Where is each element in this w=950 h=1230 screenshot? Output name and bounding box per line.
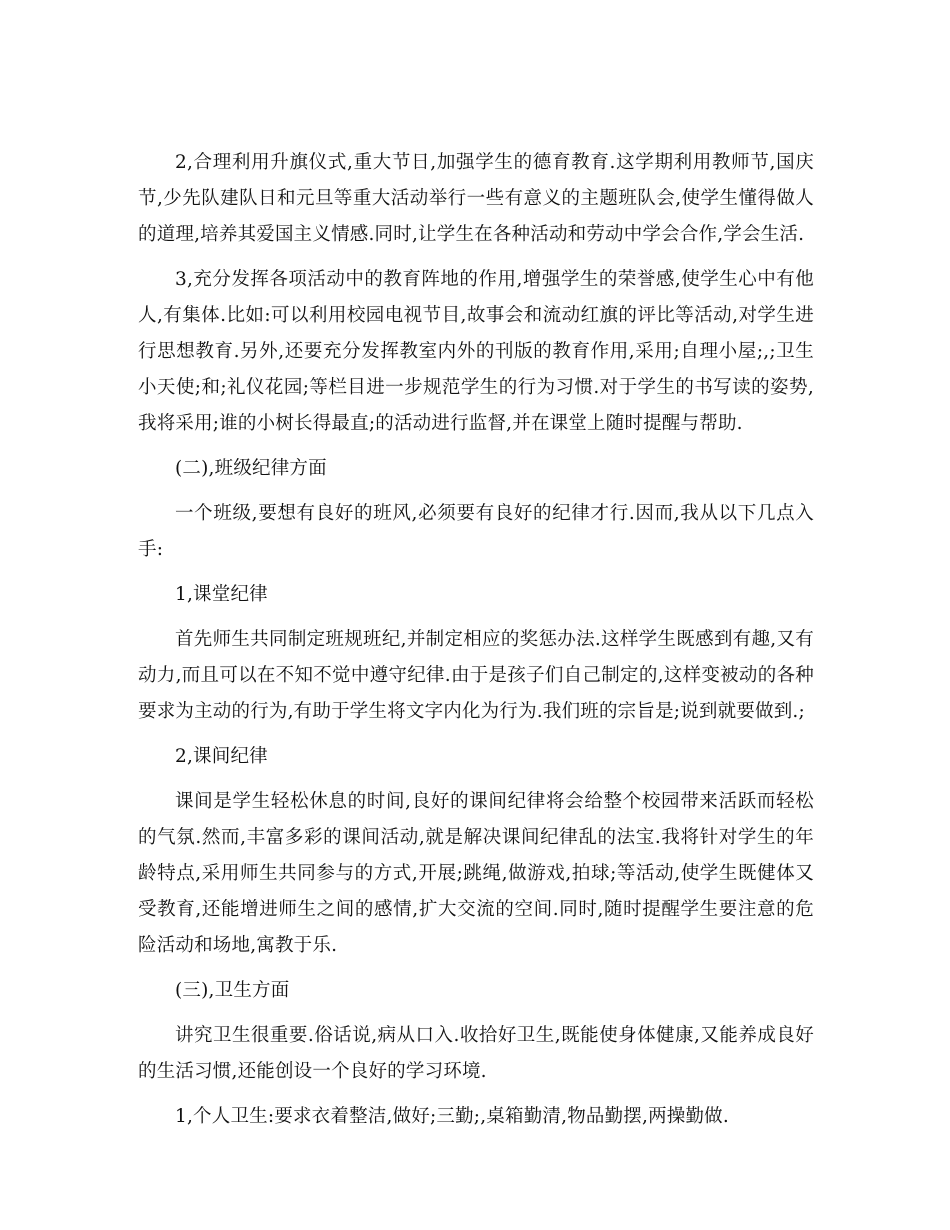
paragraph-discipline-intro: 一个班级,要想有良好的班风,必须要有良好的纪律才行.因而,我从以下几点入手: (138, 503, 814, 560)
section-heading-discipline: (二),班级纪律方面 (175, 458, 327, 479)
subheading-classroom-discipline: 1,课堂纪律 (175, 584, 268, 605)
paragraph-hygiene-intro: 讲究卫生很重要.俗话说,病从口入.收拾好卫生,既能使身体健康,又能养成良好的生活习惯,还能创设一个良好的学习环境. (138, 1025, 814, 1082)
subheading-break-discipline: 2,课间纪律 (175, 746, 268, 767)
paragraph-break-discipline: 课间是学生轻松休息的时间,良好的课间纪律将会给整个校园带来活跃而轻松的气氛.然而,丰富多彩的课间活动,就是解决课间纪律乱的法宝.我将针对学生的年龄特点,采用师生共同参与的方式,开展;跳绳,做游戏,拍球;等活动,使学生既健体又受教育,还能增进师生之间的感情,扩大交流的空间.同时,随时提醒学生要注意的危险活动和场地,寓教于乐. (138, 791, 814, 956)
paragraph-item-3: 3,充分发挥各项活动中的教育阵地的作用,增强学生的荣誉感,使学生心中有他人,有集体.比如:可以利用校园电视节目,故事会和流动红旗的评比等活动,对学生进行思想教育.另外,还要充分发挥教室内外的刊版的教育作用,采用;自理小屋;,;卫生小天使;和;礼仪花园;等栏目进一步规范学生的行为习惯.对于学生的书写读的姿势,我将采用;谁的小树长得最直;的活动进行监督,并在课堂上随时提醒与帮助. (138, 269, 814, 434)
paragraph-item-2: 2,合理利用升旗仪式,重大节日,加强学生的德育教育.这学期利用教师节,国庆节,少先队建队日和元旦等重大活动举行一些有意义的主题班队会,使学生懂得做人的道理,培养其爱国主义情感.同时,让学生在各种活动和劳动中学会合作,学会生活. (138, 152, 814, 245)
document-body (138, 145, 814, 1144)
paragraph-personal-hygiene: 1,个人卫生:要求衣着整洁,做好;三勤;,桌箱勤清,物品勤摆,两操勤做. (175, 1106, 729, 1127)
paragraph-classroom-discipline: 首先师生共同制定班规班纪,并制定相应的奖惩办法.这样学生既感到有趣,又有动力,而且可以在不知不觉中遵守纪律.由于是孩子们自己制定的,这样变被动的各种要求为主动的行为,有助于学生将文字内化为行为.我们班的宗旨是;说到就要做到.; (138, 629, 814, 722)
section-heading-hygiene: (三),卫生方面 (175, 980, 290, 1001)
